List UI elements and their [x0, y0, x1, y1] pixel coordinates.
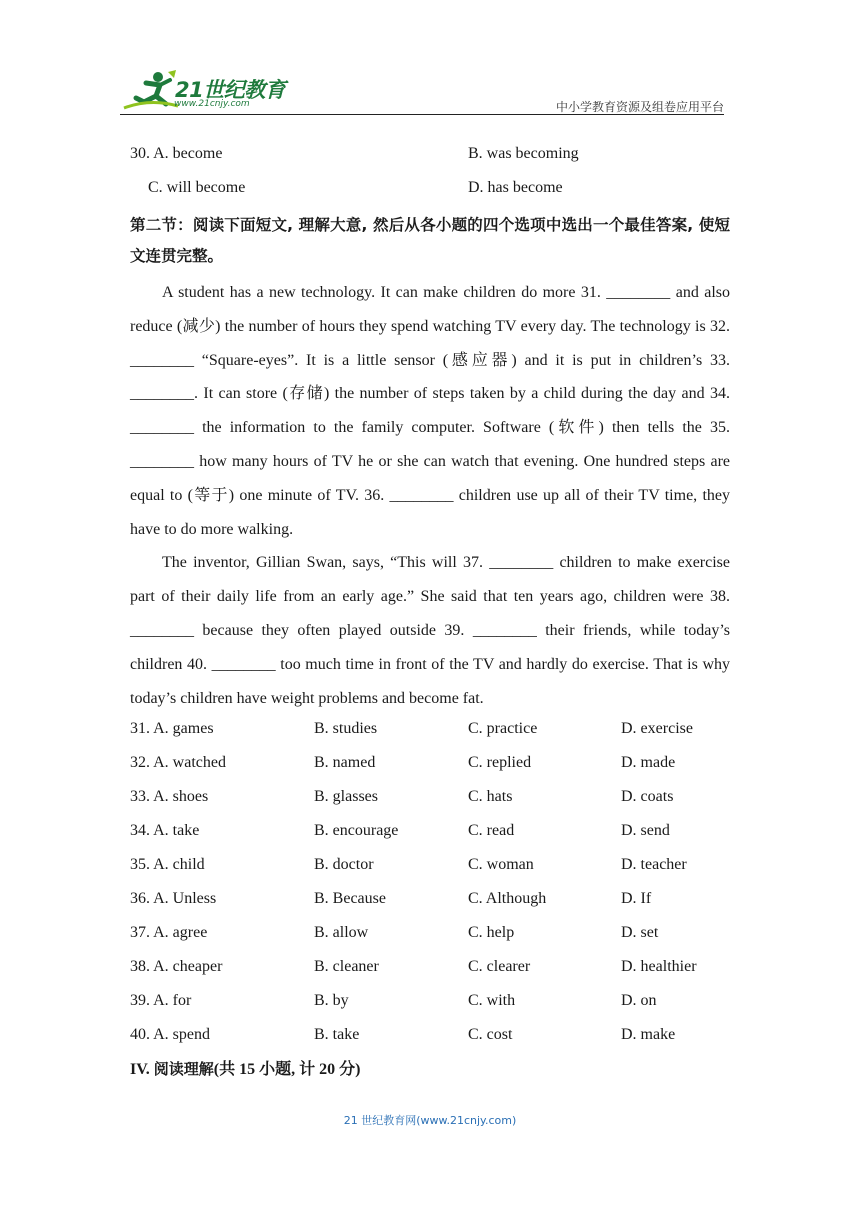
page-footer: 21 世纪教育网(www.21cnjy.com) — [343, 1114, 517, 1127]
option-d: D. has become — [468, 179, 563, 196]
option-b: B. encourage — [314, 822, 399, 840]
question-row — [130, 851, 730, 885]
option-c: C. hats — [468, 788, 513, 806]
option-d: D. exercise — [621, 720, 693, 738]
option-b: B. by — [314, 992, 349, 1010]
option-a: 37. A. agree — [130, 924, 208, 942]
page-content — [130, 140, 730, 1084]
option-b: B. cleaner — [314, 958, 379, 976]
header-divider — [120, 114, 724, 115]
question-options-list — [130, 715, 730, 1055]
question-row — [130, 783, 730, 817]
option-c: C. help — [468, 924, 515, 942]
option-d: D. coats — [621, 788, 674, 806]
option-d: D. on — [621, 992, 657, 1010]
option-a: 35. A. child — [130, 856, 205, 874]
runner-logo-icon — [120, 68, 180, 114]
question-row — [130, 987, 730, 1021]
option-c: C. cost — [468, 1026, 513, 1044]
site-logo — [120, 68, 300, 114]
option-c: C. will become — [148, 179, 246, 196]
option-b: B. named — [314, 754, 376, 772]
question-row — [130, 885, 730, 919]
option-c: C. read — [468, 822, 515, 840]
option-b: B. was becoming — [468, 145, 579, 162]
option-c: C. Although — [468, 890, 547, 908]
section-instructions — [130, 210, 730, 272]
question-row — [130, 1021, 730, 1055]
option-d: D. send — [621, 822, 670, 840]
question-row-30 — [130, 140, 730, 174]
part-title: 阅读理解 — [153, 1060, 214, 1079]
page-header — [120, 68, 724, 118]
option-b: B. studies — [314, 720, 378, 738]
question-row — [130, 953, 730, 987]
option-c: C. practice — [468, 720, 538, 738]
option-a: 34. A. take — [130, 822, 200, 840]
option-b: B. allow — [314, 924, 369, 942]
option-a: 30. A. become — [130, 145, 223, 162]
question-row — [130, 749, 730, 783]
option-c: C. replied — [468, 754, 532, 772]
option-c: C. with — [468, 992, 516, 1010]
option-d: D. healthier — [621, 958, 697, 976]
option-d: D. set — [621, 924, 659, 942]
option-b: B. doctor — [314, 856, 374, 874]
question-row — [130, 919, 730, 953]
option-a: 33. A. shoes — [130, 788, 209, 806]
question-row — [130, 715, 730, 749]
option-b: B. Because — [314, 890, 386, 908]
section-label: 第二节 — [130, 216, 178, 234]
option-a: 38. A. cheaper — [130, 958, 223, 976]
part-heading — [130, 1055, 730, 1084]
option-c: C. clearer — [468, 958, 531, 976]
question-row-30-cont — [130, 174, 730, 208]
option-b: B. glasses — [314, 788, 378, 806]
section-instructions-text: ：阅读下面短文, 理解大意, 然后从各小题的四个选项中选出一个最佳答案, 使短文连贯完整。 — [130, 216, 730, 265]
part-detail: (共 15 小题, 计 20 分) — [213, 1061, 361, 1079]
part-numeral: IV. — [130, 1061, 150, 1079]
question-row — [130, 817, 730, 851]
option-a: 31. A. games — [130, 720, 214, 738]
option-d: D. made — [621, 754, 676, 772]
option-d: D. teacher — [621, 856, 687, 874]
option-a: 40. A. spend — [130, 1026, 210, 1044]
passage-paragraph-1: A student has a new technology. It can make children do more 31. ________ and also reduce (减少) the number of hours they spend watching TV every day. The technology is 32. ________ “Square-eyes”. It is a little sensor (感应器) and it is put in children’s 33. ________. It can store (存储) the number of steps taken by a child during the day and 34. ________ the information to the family computer. Software (软件) then tells the 35. ________ how many hours of TV he or she can watch that evening. One hundred steps are equal to (等于) one minute of TV. 36. ________ children use up all of their TV time, they have to do more walking. — [130, 284, 730, 538]
option-a: 36. A. Unless — [130, 890, 217, 908]
platform-tagline: 中小学教育资源及组卷应用平台 — [555, 100, 724, 114]
passage-paragraph-2: The inventor, Gillian Swan, says, “This will 37. ________ children to make exercise part of their daily life from an early age.” She said that ten years ago, children were 38. ________ because they often played outside 39. ________ their friends, while today’s children 40. ________ too much time in front of the TV and hardly do exercise. That is why today’s children have weight problems and become fat. — [130, 554, 730, 707]
option-a: 32. A. watched — [130, 754, 226, 772]
option-a: 39. A. for — [130, 992, 192, 1010]
logo-text: 21世纪教育 — [175, 78, 286, 102]
option-d: D. make — [621, 1026, 676, 1044]
option-d: D. If — [621, 890, 652, 908]
logo-url: www.21cnjy.com — [174, 99, 250, 109]
option-b: B. take — [314, 1026, 360, 1044]
option-c: C. woman — [468, 856, 534, 874]
